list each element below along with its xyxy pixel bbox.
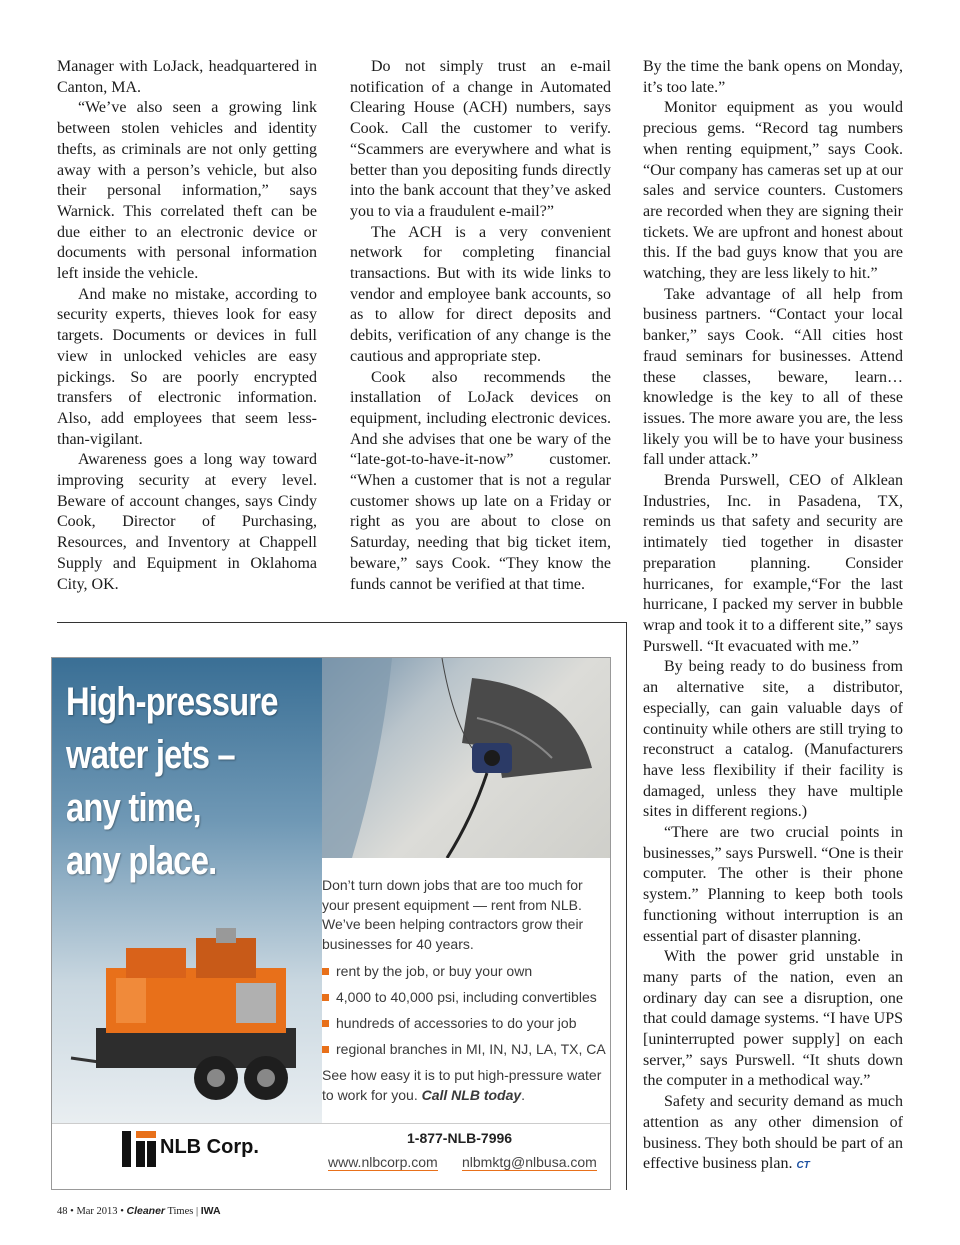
ad-bullet-item — [322, 988, 607, 1008]
ad-bullet-item — [322, 1014, 607, 1034]
ad-bullet-text: 4,000 to 40,000 psi, including convertibles — [336, 989, 597, 1005]
phone-number[interactable]: 1-877-NLB-7996 — [407, 1130, 513, 1146]
paragraph: Brenda Purswell, CEO of Alklean Industries, Inc. in Pasadena, TX, reminds us that safety and security are intimately tied together in disaster preparation planning. Consider hurricanes, for example,“For the last hurricane, I packed my server in bubble wrap and took it to a different site,” says Purswell. “It evacuated with me.” — [643, 472, 903, 655]
magazine-suffix: Times — [167, 1206, 194, 1217]
email-link[interactable]: nlbmktg@nlbusa.com — [462, 1154, 597, 1170]
article-column-1 — [57, 57, 317, 595]
ad-photo-water-tank — [322, 658, 611, 858]
paragraph: By the time the bank opens on Monday, it’s too late.” — [643, 58, 903, 96]
org-name: IWA — [200, 1205, 221, 1217]
paragraph: By being ready to do business from an alternative site, a distributor, especially, can gain valuable days of continuity while others are still trying to reconstruct a catalog. (Manufacturers have less flexibility if their facility is damaged, unless they have multiple sites in different regions.) — [643, 658, 903, 821]
ad-bullet-item — [322, 962, 607, 982]
paragraph: “There are two crucial points in businesses,” says Purswell. “One is their computer. The other is their phone system.” Planning to keep both tools functioning without interruption is an essential part of disaster planning. — [643, 824, 903, 945]
ad-bullet-item — [322, 1040, 607, 1060]
paragraph: Manager with LoJack, headquartered in Canton, MA. — [57, 58, 317, 96]
end-mark: CT — [796, 1160, 810, 1172]
bullet-square-icon — [322, 1020, 329, 1027]
ad-headline — [66, 676, 279, 888]
magazine-name: Cleaner — [126, 1205, 166, 1217]
paragraph: And make no mistake, according to security experts, thieves look for easy targets. Documents or devices in full view in unlocked vehicles are easy pickings. So are poorly encrypted transfers of electronic information. Also, add employees that seem less-than-vigilant. — [57, 285, 317, 448]
ad-bullet-text: hundreds of accessories to do your job — [336, 1015, 577, 1031]
issue-date: Mar 2013 — [76, 1206, 118, 1217]
paragraph: Do not simply trust an e-mail notification of a change in Automated Clearing House (ACH) numbers, says Cook. Call the customer to verify. “Scammers are everywhere and what is better than you depositing funds directly into the bank account that they’ve asked you to via a fraudulent e-mail?” — [350, 58, 611, 220]
paragraph: “We’ve also seen a growing link between stolen vehicles and identity thefts, as criminals are not only getting away with a person’s vehicle, but also their personal information,” says Warnick. This correlated theft can be due either to an electronic device or documents with personal information left inside the vehicle. — [57, 99, 317, 283]
bullet-square-icon — [322, 968, 329, 975]
website-link[interactable]: www.nlbcorp.com — [328, 1154, 438, 1170]
ad-headline-line: any place. — [66, 839, 217, 883]
ad-headline-line: any time, — [66, 786, 201, 830]
article-column-2 — [350, 57, 611, 595]
tank-illustration — [322, 658, 611, 858]
ad-headline-line: High-pressure — [66, 680, 278, 724]
page-number: 48 — [57, 1206, 68, 1217]
company-name: NLB Corp. — [160, 1136, 259, 1158]
page-footer: 48 • Mar 2013 • Cleaner Times | IWA — [57, 1205, 221, 1217]
advertisement[interactable] — [51, 657, 611, 1190]
paragraph: Take advantage of all help from business partners. “Contact your local banker,” says Cook. “All cities host fraud seminars for businesses. Attend these classes, beware, learn… knowledge is the key to all of these issues. The more aware you are, the less likely you will be to have your business fall under attack.” — [643, 285, 903, 469]
ad-cta-text: See how easy it is to put high-pressure water to work for you. — [322, 1067, 602, 1103]
ad-bullet-list — [322, 962, 607, 1060]
paragraph: Monitor equipment as you would precious gems. “Record tag numbers when renting equipment,” says Cook. “Our company has cameras set up at our sales and service counters. Customers are recorded when they are signing their tickets. We are upfront and honest about this. If the bad guys know that you are watching, they are less likely to hit.” — [643, 99, 903, 283]
paragraph — [643, 1092, 903, 1177]
divider-vertical — [626, 622, 627, 1190]
ad-call-to-action — [322, 1066, 607, 1105]
ad-intro: Don’t turn down jobs that are too much for your present equipment — rent from NLB. We’ve been helping contractors grow their businesses for 40 years. — [322, 877, 584, 952]
paragraph: The ACH is a very convenient network for completing financial transactions. But with its wide links to vendor and employee bank accounts, so as to allow for direct deposits and debits, verification of any change is the cautious and appropriate step. — [350, 223, 611, 365]
bullet-square-icon — [322, 994, 329, 1001]
ad-bullet-text: rent by the job, or buy your own — [336, 963, 533, 979]
paragraph-text: Safety and security demand as much attention as any other dimension of business. They both should be part of an effective business plan. — [643, 1093, 903, 1173]
ad-bullet-text: regional branches in MI, IN, NJ, LA, TX, CA — [336, 1041, 606, 1057]
paragraph: Cook also recommends the installation of LoJack devices on equipment, including electronic devices. And she advises that one be wary of the “late-got-to-have-it-now” customer. “When a customer that is not a regular customer shows up late on a Friday or right as you are about to close on Saturday, needing that big ticket item, beware,” says Cook. “They know the funds cannot be verified at that time. — [350, 368, 611, 593]
article-column-3 — [643, 57, 903, 1177]
ad-headline-line: water jets – — [66, 733, 235, 777]
bullet-square-icon — [322, 1046, 329, 1053]
divider-horizontal — [57, 622, 627, 623]
paragraph: Awareness goes a long way toward improving security at every level. Beware of account changes, says Cindy Cook, Director of Purchasing, Resources, and Inventory at Chappell Supply and Equipment in Oklahoma City, OK. — [57, 451, 317, 593]
paragraph: With the power grid unstable in many parts of the nation, even an ordinary day can see a disruption, one that could damage systems. “I have UPS [uninterrupted power supply] on each server,” says Purswell. “It shuts down the computer in a methodical way.” — [643, 948, 903, 1090]
ad-cta-emphasis: Call NLB today — [421, 1086, 522, 1103]
ad-cta-suffix: . — [521, 1086, 526, 1103]
trailer-pump-icon — [66, 908, 316, 1108]
footer-separator: | — [195, 1206, 199, 1217]
ad-copy — [322, 876, 607, 1105]
ad-contact-bar — [52, 1123, 611, 1190]
